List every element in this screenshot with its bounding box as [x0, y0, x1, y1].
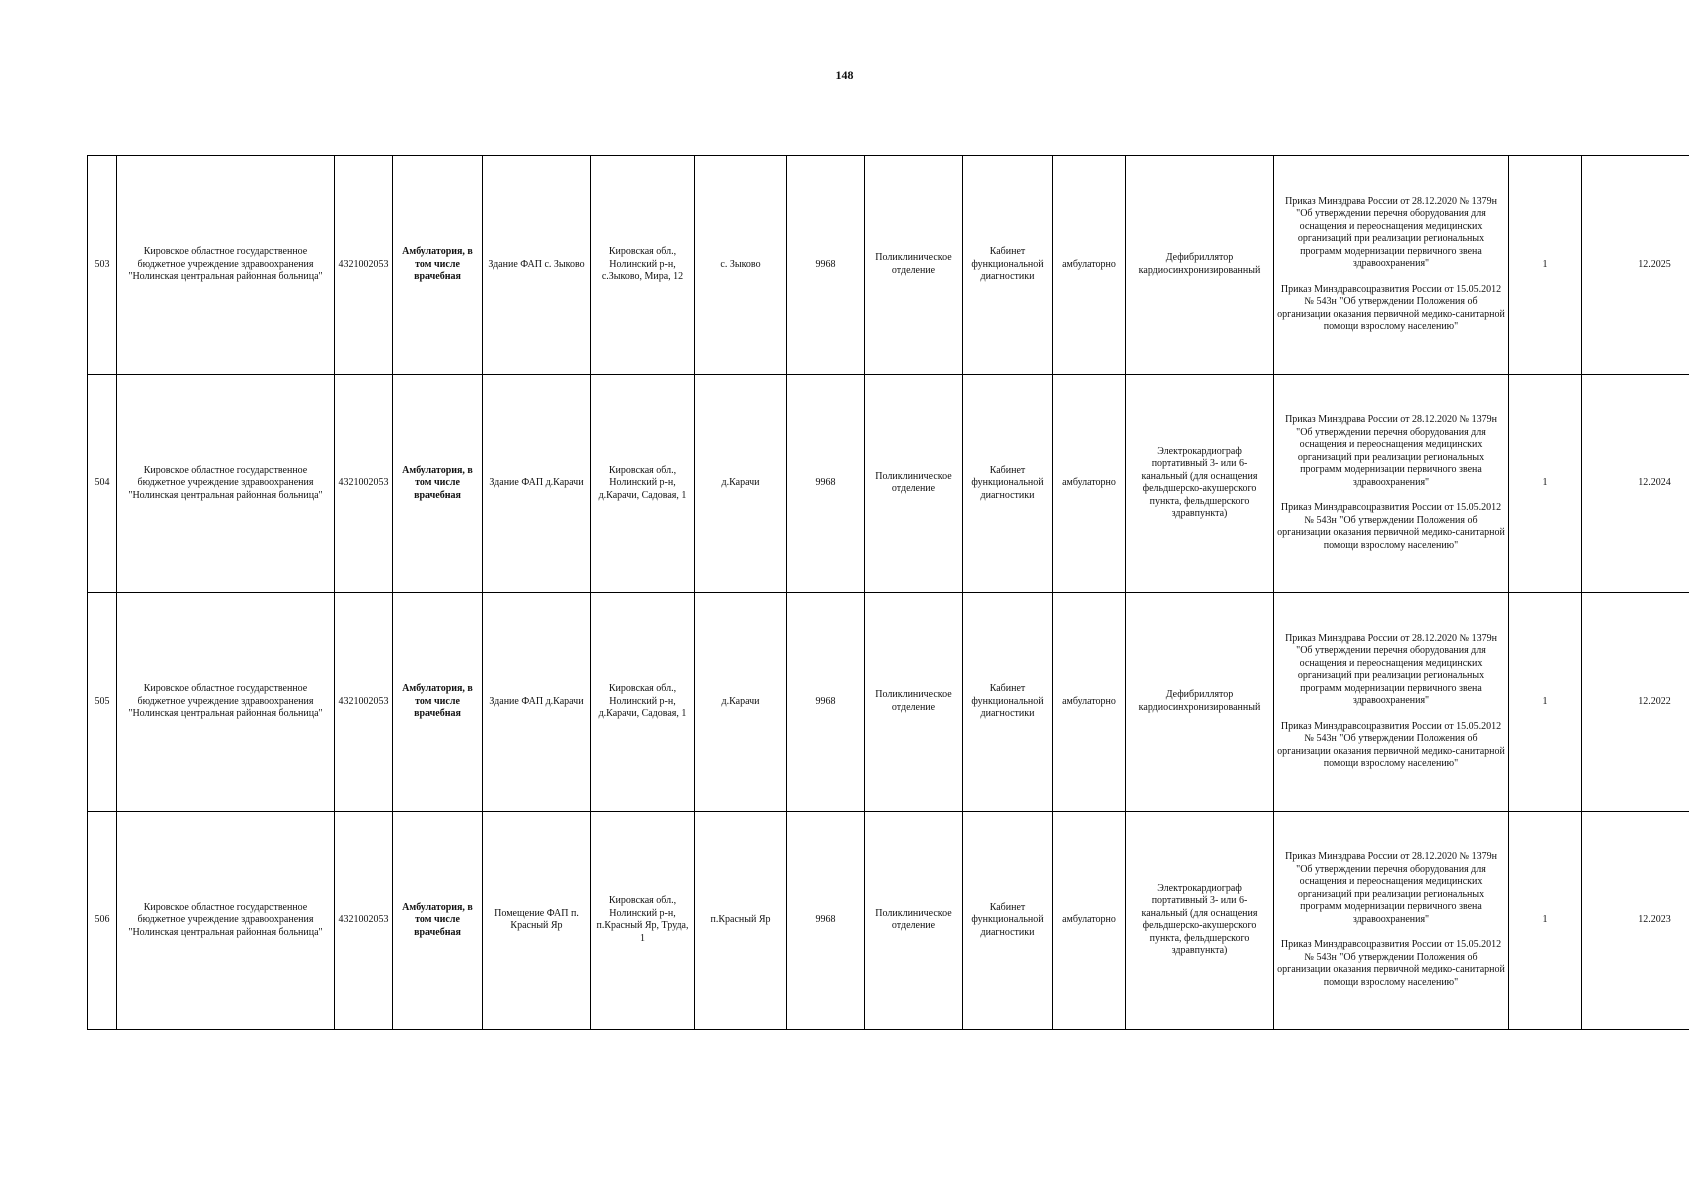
- locality: п.Красный Яр: [695, 811, 787, 1030]
- department: Поликлиническое отделение: [865, 593, 963, 812]
- address: Кировская обл., Нолинский р-н, д.Карачи, Садовая, 1: [591, 593, 695, 812]
- basis-order-1379n: Приказ Минздрава России от 28.12.2020 № 1379н "Об утверждении перечня оборудования для оснащения и переоснащения медицинских организаций при реализации региональных программ модернизации первичного звена здравоохранения": [1285, 414, 1497, 488]
- equipment-name: Электрокардиограф портативный 3- или 6-канальный (для оснащения фельдшерско-акушерского пункта, фельдшерского здравпункта): [1126, 374, 1274, 593]
- inn-code: 4321002053: [335, 374, 393, 593]
- inn-code: 4321002053: [335, 156, 393, 375]
- room: Кабинет функциональной диагностики: [963, 156, 1053, 375]
- legal-basis: [1274, 374, 1509, 593]
- table-row: [88, 156, 1689, 375]
- locality-code: 9968: [787, 156, 865, 375]
- address: Кировская обл., Нолинский р-н, п.Красный Яр, Труда, 1: [591, 811, 695, 1030]
- inn-code: 4321002053: [335, 593, 393, 812]
- facility-type: Амбулатория, в том числе врачебная: [393, 593, 483, 812]
- room: Кабинет функциональной диагностики: [963, 593, 1053, 812]
- legal-basis: [1274, 593, 1509, 812]
- organization-name: Кировское областное государственное бюджетное учреждение здравоохранения "Нолинская центральная районная больница": [117, 593, 335, 812]
- locality-code: 9968: [787, 811, 865, 1030]
- locality-code: 9968: [787, 374, 865, 593]
- basis-order-543n: Приказ Минздравсоцразвития России от 15.05.2012 № 543н "Об утверждении Положения об организации оказания первичной медико-санитарной помощи взрослому населению": [1277, 502, 1505, 551]
- equipment-name: Дефибриллятор кардиосинхронизированный: [1126, 593, 1274, 812]
- building-name: Помещение ФАП п. Красный Яр: [483, 811, 591, 1030]
- delivery-date: 12.2023: [1582, 811, 1689, 1030]
- address: Кировская обл., Нолинский р-н, д.Карачи, Садовая, 1: [591, 374, 695, 593]
- department: Поликлиническое отделение: [865, 156, 963, 375]
- row-number: 503: [88, 156, 117, 375]
- organization-name: Кировское областное государственное бюджетное учреждение здравоохранения "Нолинская центральная районная больница": [117, 156, 335, 375]
- page-number: 148: [835, 68, 854, 82]
- quantity: 1: [1509, 156, 1582, 375]
- care-mode: амбулаторно: [1053, 593, 1126, 812]
- row-number: 504: [88, 374, 117, 593]
- legal-basis: [1274, 156, 1509, 375]
- quantity: 1: [1509, 374, 1582, 593]
- basis-order-543n: Приказ Минздравсоцразвития России от 15.05.2012 № 543н "Об утверждении Положения об организации оказания первичной медико-санитарной помощи взрослому населению": [1277, 939, 1505, 988]
- organization-name: Кировское областное государственное бюджетное учреждение здравоохранения "Нолинская центральная районная больница": [117, 811, 335, 1030]
- address: Кировская обл., Нолинский р-н, с.Зыково, Мира, 12: [591, 156, 695, 375]
- facility-type: Амбулатория, в том числе врачебная: [393, 374, 483, 593]
- facility-type: Амбулатория, в том числе врачебная: [393, 811, 483, 1030]
- delivery-date: 12.2022: [1582, 593, 1689, 812]
- locality: д.Карачи: [695, 374, 787, 593]
- basis-order-1379n: Приказ Минздрава России от 28.12.2020 № 1379н "Об утверждении перечня оборудования для оснащения и переоснащения медицинских организаций при реализации региональных программ модернизации первичного звена здравоохранения": [1285, 632, 1497, 707]
- inn-code: 4321002053: [335, 811, 393, 1030]
- department: Поликлиническое отделение: [865, 811, 963, 1030]
- row-number: 505: [88, 593, 117, 812]
- equipment-name: Дефибриллятор кардиосинхронизированный: [1126, 156, 1274, 375]
- department: Поликлиническое отделение: [865, 374, 963, 593]
- table-row: [88, 811, 1689, 1030]
- building-name: Здание ФАП с. Зыково: [483, 156, 591, 375]
- basis-order-1379n: Приказ Минздрава России от 28.12.2020 № 1379н "Об утверждении перечня оборудования для оснащения и переоснащения медицинских организаций при реализации региональных программ модернизации первичного звена здравоохранения": [1285, 195, 1497, 270]
- equipment-register-table: [87, 155, 1689, 1030]
- care-mode: амбулаторно: [1053, 811, 1126, 1030]
- table-row: [88, 593, 1689, 812]
- row-number: 506: [88, 811, 117, 1030]
- building-name: Здание ФАП д.Карачи: [483, 593, 591, 812]
- equipment-name: Электрокардиограф портативный 3- или 6-канальный (для оснащения фельдшерско-акушерского пункта, фельдшерского здравпункта): [1126, 811, 1274, 1030]
- legal-basis: [1274, 811, 1509, 1030]
- locality: с. Зыково: [695, 156, 787, 375]
- locality-code: 9968: [787, 593, 865, 812]
- basis-order-543n: Приказ Минздравсоцразвития России от 15.05.2012 № 543н "Об утверждении Положения об организации оказания первичной медико-санитарной помощи взрослому населению": [1277, 720, 1505, 770]
- quantity: 1: [1509, 811, 1582, 1030]
- building-name: Здание ФАП д.Карачи: [483, 374, 591, 593]
- locality: д.Карачи: [695, 593, 787, 812]
- delivery-date: 12.2025: [1582, 156, 1689, 375]
- care-mode: амбулаторно: [1053, 374, 1126, 593]
- delivery-date: 12.2024: [1582, 374, 1689, 593]
- organization-name: Кировское областное государственное бюджетное учреждение здравоохранения "Нолинская центральная районная больница": [117, 374, 335, 593]
- room: Кабинет функциональной диагностики: [963, 374, 1053, 593]
- care-mode: амбулаторно: [1053, 156, 1126, 375]
- basis-order-543n: Приказ Минздравсоцразвития России от 15.05.2012 № 543н "Об утверждении Положения об организации оказания первичной медико-санитарной помощи взрослому населению": [1277, 283, 1505, 333]
- table-row: [88, 374, 1689, 593]
- quantity: 1: [1509, 593, 1582, 812]
- room: Кабинет функциональной диагностики: [963, 811, 1053, 1030]
- basis-order-1379n: Приказ Минздрава России от 28.12.2020 № 1379н "Об утверждении перечня оборудования для оснащения и переоснащения медицинских организаций при реализации региональных программ модернизации первичного звена здравоохранения": [1285, 851, 1497, 925]
- facility-type: Амбулатория, в том числе врачебная: [393, 156, 483, 375]
